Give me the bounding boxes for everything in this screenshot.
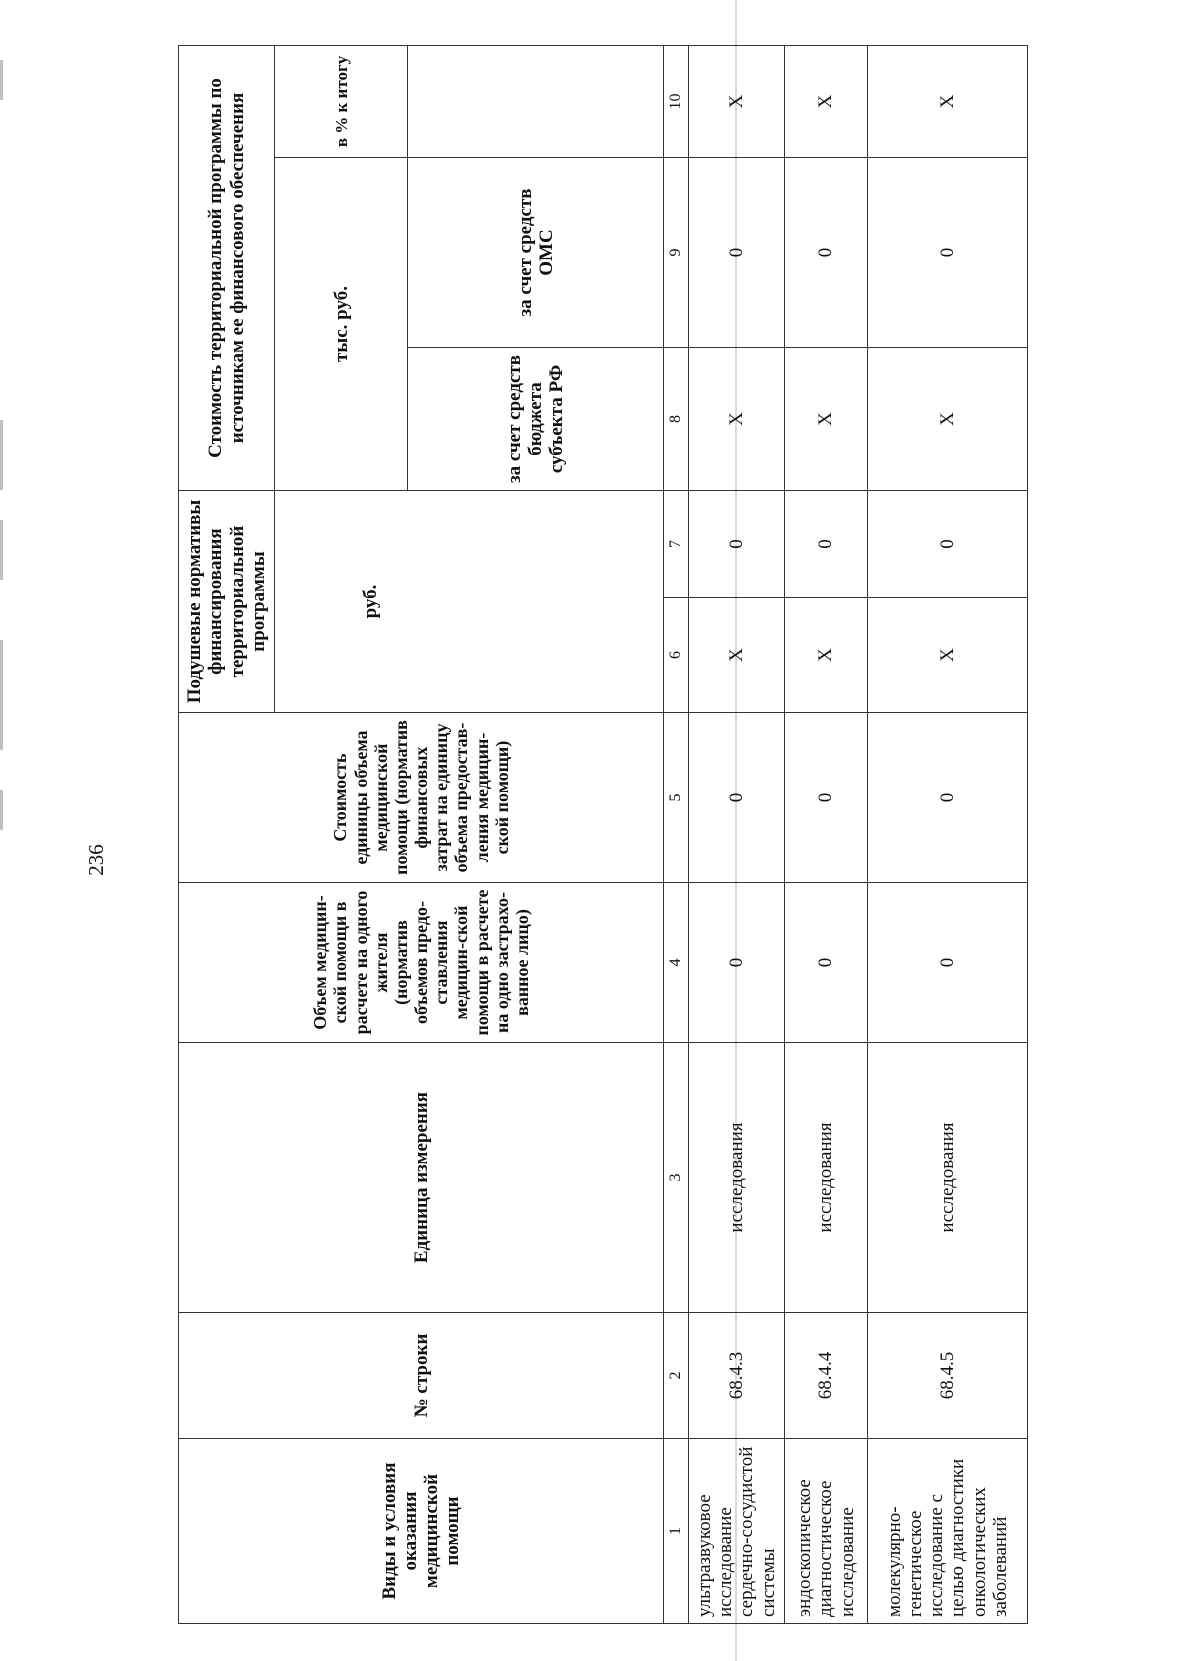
row-c4: 0 — [688, 883, 784, 1043]
header-oms: за счет средств ОМС — [408, 158, 664, 348]
row-c10: X — [867, 45, 1027, 157]
row-c5: 0 — [784, 713, 867, 883]
row-c6: X — [784, 598, 867, 713]
row-line: 68.4.5 — [867, 1313, 1027, 1439]
col-num-5: 5 — [664, 713, 689, 883]
row-c10: X — [784, 45, 867, 157]
row-name: ультразвуковое исследование сердечно-сосудистой системы — [688, 1439, 784, 1624]
row-c5: 0 — [688, 713, 784, 883]
row-c6: X — [688, 598, 784, 713]
header-thous-rub: тыс. руб. — [275, 158, 408, 491]
row-c4: 0 — [784, 883, 867, 1043]
row-c7: 0 — [688, 491, 784, 598]
header-line-number: № строки — [179, 1313, 664, 1439]
col-num-1: 1 — [664, 1439, 689, 1624]
row-c5: 0 — [867, 713, 1027, 883]
row-c7: 0 — [784, 491, 867, 598]
header-per-capita: Подушевые нормативы финансирования территориальной программы — [179, 491, 275, 713]
row-c10: X — [688, 45, 784, 157]
col-num-4: 4 — [664, 883, 689, 1043]
table-row — [688, 45, 784, 1623]
row-c9: 0 — [867, 158, 1027, 348]
header-empty — [408, 45, 664, 157]
row-name: эндоскопическое диагностическое исследование — [784, 1439, 867, 1624]
col-num-2: 2 — [664, 1313, 689, 1439]
row-c8: X — [784, 348, 867, 491]
row-c7: 0 — [867, 491, 1027, 598]
header-unit-cost: Стоимость единицы объема медицинской помощи (норматив финансовых затрат на единицу объема предостав-ления медицин-ской помощи) — [179, 713, 664, 883]
row-line: 68.4.4 — [784, 1313, 867, 1439]
col-num-6: 6 — [664, 598, 689, 713]
col-num-9: 9 — [664, 158, 689, 348]
row-c4: 0 — [867, 883, 1027, 1043]
col-num-3: 3 — [664, 1043, 689, 1313]
rotated-table-wrapper — [178, 46, 1028, 1624]
header-percent: в % к итогу — [275, 45, 408, 157]
header-budget-rf: за счет средств бюджета субъекта РФ — [408, 348, 664, 491]
row-c8: X — [688, 348, 784, 491]
row-unit: исследования — [867, 1043, 1027, 1313]
row-c6: X — [867, 598, 1027, 713]
header-program-cost: Стоимость территориальной программы по источникам ее финансового обеспечения — [179, 45, 275, 490]
financing-table — [178, 45, 1028, 1624]
col-num-8: 8 — [664, 348, 689, 491]
row-c9: 0 — [688, 158, 784, 348]
row-name: молекулярно-генетическое исследование с целью диагностики онкологических заболеваний — [867, 1439, 1027, 1624]
header-kinds: Виды и условия оказания медицинской помощи — [179, 1439, 664, 1624]
col-num-7: 7 — [664, 491, 689, 598]
table-row — [867, 45, 1027, 1623]
row-line: 68.4.3 — [688, 1313, 784, 1439]
page-number: 236 — [84, 844, 108, 876]
table-row — [784, 45, 867, 1623]
header-unit: Единица измерения — [179, 1043, 664, 1313]
row-c9: 0 — [784, 158, 867, 348]
row-c8: X — [867, 348, 1027, 491]
col-num-10: 10 — [664, 45, 689, 157]
row-unit: исследования — [688, 1043, 784, 1313]
header-volume: Объем медицин-ской помощи в расчете на одного жителя (норматив объемов предо-ставления медицин-ской помощи в расчете на одно застрахо-ванное лицо) — [179, 883, 664, 1043]
header-rub: руб. — [275, 491, 664, 713]
row-unit: исследования — [784, 1043, 867, 1313]
